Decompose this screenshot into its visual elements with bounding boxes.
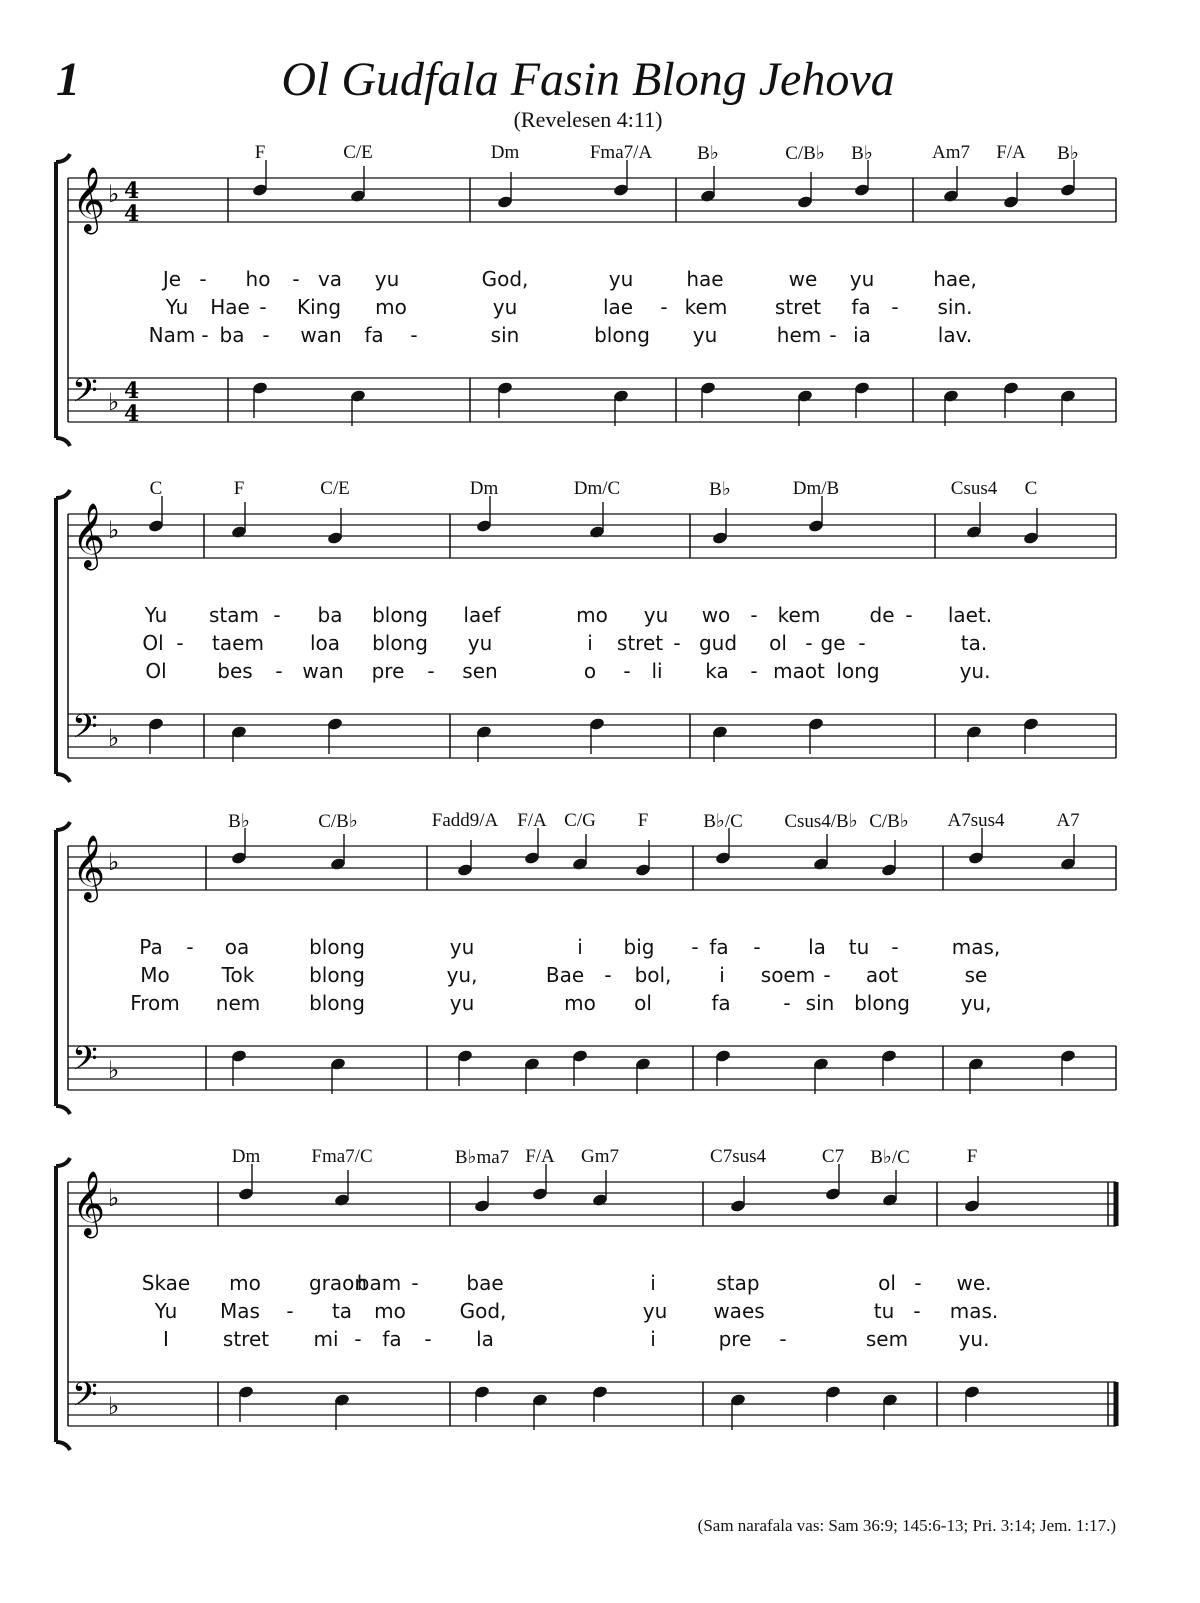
- lyric-syllable: blong: [372, 603, 428, 627]
- lyric-syllable: From: [130, 991, 180, 1015]
- lyric-hyphen: -: [660, 295, 668, 319]
- lyric-hyphen: -: [259, 295, 267, 319]
- lyric-syllable: mo: [374, 1299, 406, 1323]
- lyric-syllable: hae,: [933, 267, 977, 291]
- lyric-syllable: i: [719, 963, 725, 987]
- chord-symbol: F: [233, 478, 245, 499]
- lyric-syllable: yu: [374, 267, 400, 291]
- key-signature-flat-icon: ♭: [108, 1392, 120, 1420]
- lyric-syllable: i: [577, 935, 583, 959]
- chord-symbol: C/G: [564, 810, 596, 831]
- lyric-syllable: Bae: [545, 963, 585, 987]
- chord-symbol: Dm/B: [792, 478, 840, 499]
- lyric-syllable: ba: [317, 603, 343, 627]
- lyric-syllable: we: [788, 267, 818, 291]
- music-system-2: [0, 478, 1200, 788]
- hymn-number: 1: [56, 53, 80, 106]
- staff-notation: [0, 1146, 1200, 1456]
- lyric-syllable: sen: [462, 659, 498, 683]
- lyric-hyphen: -: [891, 935, 899, 959]
- chord-symbol: C: [1024, 478, 1038, 499]
- chord-symbol: Dm/C: [573, 478, 621, 499]
- lyric-syllable: bae: [466, 1271, 504, 1295]
- lyric-syllable: mi: [313, 1327, 339, 1351]
- lyric-syllable: laef: [463, 603, 501, 627]
- chord-symbol: Gm7: [581, 1146, 619, 1167]
- time-signature: 4: [124, 401, 140, 427]
- lyric-syllable: hae: [686, 267, 724, 291]
- lyric-syllable: stret: [616, 631, 664, 655]
- lyric-syllable: i: [650, 1327, 656, 1351]
- chord-symbol: Dm: [469, 478, 499, 499]
- lyric-hyphen: -: [750, 603, 758, 627]
- chord-symbol: C/E: [320, 478, 350, 499]
- lyric-syllable: ol: [634, 991, 652, 1015]
- lyric-hyphen: -: [604, 963, 612, 987]
- lyric-syllable: mas,: [951, 935, 1001, 959]
- lyric-syllable: Skae: [141, 1271, 191, 1295]
- lyric-syllable: laet.: [947, 603, 993, 627]
- lyric-syllable: Je: [162, 267, 182, 291]
- lyric-syllable: yu: [467, 631, 493, 655]
- lyric-hyphen: -: [411, 1271, 419, 1295]
- lyric-syllable: de: [869, 603, 895, 627]
- lyric-hyphen: -: [201, 323, 209, 347]
- lyric-syllable: yu: [642, 1299, 668, 1323]
- lyric-syllable: mas.: [949, 1299, 999, 1323]
- chord-symbol: Dm: [231, 1146, 261, 1167]
- lyric-syllable: Yu: [154, 1299, 178, 1323]
- chord-symbol: B♭/C: [870, 1147, 910, 1168]
- lyric-syllable: yu: [449, 935, 475, 959]
- lyric-syllable: yu,: [960, 991, 992, 1015]
- lyric-syllable: stret: [222, 1327, 270, 1351]
- lyric-hyphen: -: [829, 323, 837, 347]
- lyric-hyphen: -: [779, 1327, 787, 1351]
- chord-symbol: B♭: [228, 811, 250, 832]
- lyric-syllable: kem: [684, 295, 728, 319]
- bass-clef-icon: 𝄢: [72, 372, 98, 418]
- lyric-syllable: sin: [490, 323, 520, 347]
- chord-symbol: C/B♭: [869, 811, 909, 832]
- lyric-syllable: blong: [372, 631, 428, 655]
- hymn-title: Ol Gudfala Fasin Blong Jehova: [281, 53, 895, 106]
- lyric-syllable: stap: [716, 1271, 760, 1295]
- lyric-syllable: o: [583, 659, 597, 683]
- lyric-syllable: yu: [849, 267, 875, 291]
- lyric-syllable: ol: [769, 631, 787, 655]
- treble-clef-icon: 𝄞: [72, 835, 106, 900]
- lyric-syllable: ol: [878, 1271, 896, 1295]
- chord-symbol: F/A: [525, 1146, 555, 1167]
- key-signature-flat-icon: ♭: [108, 388, 120, 416]
- lyric-syllable: Ol: [145, 659, 167, 683]
- lyric-syllable: God,: [459, 1299, 507, 1323]
- lyric-syllable: la: [476, 1327, 494, 1351]
- lyric-syllable: yu.: [958, 1327, 990, 1351]
- lyric-syllable: yu: [449, 991, 475, 1015]
- lyric-syllable: yu,: [446, 963, 478, 987]
- chord-symbol: F: [254, 142, 266, 163]
- lyric-syllable: blong: [854, 991, 910, 1015]
- lyric-syllable: yu: [643, 603, 669, 627]
- lyric-hyphen: -: [176, 631, 184, 655]
- lyric-syllable: Yu: [165, 295, 189, 319]
- lyric-hyphen: -: [292, 267, 300, 291]
- lyric-hyphen: -: [823, 963, 831, 987]
- lyric-hyphen: -: [783, 991, 791, 1015]
- lyric-syllable: Pa: [139, 935, 163, 959]
- lyric-syllable: we.: [956, 1271, 992, 1295]
- lyric-hyphen: -: [691, 935, 699, 959]
- lyric-syllable: ta: [331, 1299, 353, 1323]
- bass-clef-icon: 𝄢: [72, 708, 98, 754]
- lyric-syllable: bol,: [634, 963, 672, 987]
- chord-symbol: Fma7/A: [589, 142, 653, 163]
- lyric-syllable: ta.: [960, 631, 988, 655]
- time-signature: 4: [124, 178, 140, 204]
- lyric-syllable: fa: [382, 1327, 402, 1351]
- chord-symbol: B♭: [709, 479, 731, 500]
- lyric-syllable: nem: [215, 991, 261, 1015]
- staff-notation: [0, 810, 1200, 1120]
- lyric-syllable: kem: [777, 603, 821, 627]
- lyric-syllable: Mas: [220, 1299, 260, 1323]
- lyric-hyphen: -: [273, 603, 281, 627]
- lyric-syllable: gud: [698, 631, 738, 655]
- lyric-syllable: fa: [711, 991, 731, 1015]
- lyric-syllable: ka: [705, 659, 729, 683]
- lyric-syllable: lae: [602, 295, 634, 319]
- lyric-syllable: Yu: [144, 603, 168, 627]
- lyric-syllable: stam: [209, 603, 259, 627]
- key-signature-flat-icon: ♭: [108, 724, 120, 752]
- lyric-syllable: ia: [853, 323, 871, 347]
- chord-symbol: B♭: [1057, 143, 1079, 164]
- time-signature: 4: [124, 201, 140, 227]
- lyric-syllable: long: [836, 659, 880, 683]
- lyric-hyphen: -: [427, 659, 435, 683]
- lyric-syllable: wo: [701, 603, 731, 627]
- chord-symbol: F/A: [996, 142, 1026, 163]
- lyric-syllable: Hae: [210, 295, 250, 319]
- lyric-hyphen: -: [914, 1271, 922, 1295]
- lyric-syllable: fa: [851, 295, 871, 319]
- lyric-syllable: yu: [492, 295, 518, 319]
- lyric-hyphen: -: [891, 295, 899, 319]
- lyric-syllable: mo: [564, 991, 596, 1015]
- lyric-syllable: Ol: [142, 631, 164, 655]
- chord-symbol: Am7: [932, 142, 970, 163]
- lyric-syllable: graon: [308, 1271, 368, 1295]
- chord-symbol: Csus4: [950, 478, 998, 499]
- scripture-reference: (Revelesen 4:11): [513, 107, 663, 132]
- lyric-hyphen: -: [199, 267, 207, 291]
- lyric-syllable: ge: [820, 631, 846, 655]
- chord-symbol: B♭: [697, 143, 719, 164]
- lyric-syllable: mo: [375, 295, 407, 319]
- chord-symbol: Csus4/B♭: [784, 811, 858, 832]
- lyric-hyphen: -: [262, 323, 270, 347]
- lyric-syllable: fa: [709, 935, 729, 959]
- lyric-syllable: wan: [302, 659, 344, 683]
- lyric-syllable: stret: [774, 295, 822, 319]
- lyric-syllable: pre: [371, 659, 405, 683]
- lyric-syllable: blong: [309, 963, 365, 987]
- lyric-syllable: yu.: [959, 659, 991, 683]
- lyric-hyphen: -: [858, 631, 866, 655]
- lyric-syllable: fa: [364, 323, 384, 347]
- lyric-hyphen: -: [354, 1327, 362, 1351]
- bass-clef-icon: 𝄢: [72, 1040, 98, 1086]
- lyric-hyphen: -: [905, 603, 913, 627]
- key-signature-flat-icon: ♭: [108, 1056, 120, 1084]
- lyric-syllable: la: [808, 935, 826, 959]
- lyric-syllable: va: [317, 267, 343, 291]
- lyric-syllable: tu: [848, 935, 870, 959]
- lyric-syllable: taem: [212, 631, 264, 655]
- lyric-syllable: yu: [608, 267, 634, 291]
- lyric-syllable: God,: [481, 267, 529, 291]
- lyric-syllable: bam: [356, 1271, 402, 1295]
- treble-clef-icon: 𝄞: [72, 503, 106, 568]
- lyric-hyphen: -: [913, 1299, 921, 1323]
- lyric-syllable: i: [650, 1271, 656, 1295]
- treble-clef-icon: 𝄞: [72, 1171, 106, 1236]
- chord-symbol: C/B♭: [785, 143, 825, 164]
- lyric-syllable: waes: [713, 1299, 765, 1323]
- lyric-syllable: aot: [865, 963, 899, 987]
- lyric-hyphen: -: [805, 631, 813, 655]
- chord-symbol: A7: [1056, 810, 1080, 831]
- lyric-syllable: Mo: [140, 963, 170, 987]
- chord-symbol: A7sus4: [947, 810, 1005, 831]
- chord-symbol: Fadd9/A: [431, 810, 499, 831]
- cross-references: (Sam narafala vas: Sam 36:9; 145:6-13; Pri. 3:14; Jem. 1:17.): [697, 1516, 1116, 1535]
- chord-symbol: C7sus4: [710, 1146, 766, 1167]
- lyric-syllable: i: [587, 631, 593, 655]
- chord-symbol: C/E: [343, 142, 373, 163]
- lyric-syllable: ho: [245, 267, 271, 291]
- lyric-syllable: bes: [217, 659, 253, 683]
- chord-symbol: C/B♭: [318, 811, 358, 832]
- chord-symbol: B♭/C: [703, 811, 743, 832]
- chord-symbol: C7: [821, 1146, 845, 1167]
- lyric-syllable: blong: [594, 323, 650, 347]
- chord-symbol: F/A: [517, 810, 547, 831]
- key-signature-flat-icon: ♭: [108, 180, 120, 208]
- lyric-syllable: sin: [805, 991, 835, 1015]
- lyric-syllable: hem: [776, 323, 822, 347]
- lyric-syllable: blong: [309, 991, 365, 1015]
- lyric-syllable: mo: [229, 1271, 261, 1295]
- lyric-syllable: yu: [692, 323, 718, 347]
- music-system-4: [0, 1146, 1200, 1456]
- treble-clef-icon: 𝄞: [72, 167, 106, 232]
- lyric-hyphen: -: [410, 323, 418, 347]
- key-signature-flat-icon: ♭: [108, 516, 120, 544]
- lyric-syllable: big: [623, 935, 655, 959]
- chord-symbol: Fma7/C: [311, 1146, 373, 1167]
- lyric-syllable: Tok: [221, 963, 255, 987]
- lyric-syllable: loa: [309, 631, 341, 655]
- lyric-hyphen: -: [753, 935, 761, 959]
- lyric-syllable: ba: [219, 323, 245, 347]
- lyric-syllable: se: [964, 963, 988, 987]
- chord-symbol: F: [637, 810, 649, 831]
- lyric-syllable: mo: [576, 603, 608, 627]
- lyric-syllable: sin.: [937, 295, 973, 319]
- lyric-syllable: blong: [309, 935, 365, 959]
- lyric-syllable: maot: [773, 659, 825, 683]
- chord-symbol: B♭ma7: [454, 1147, 510, 1168]
- lyric-syllable: lav.: [937, 323, 973, 347]
- lyric-syllable: I: [163, 1327, 169, 1351]
- lyric-syllable: wan: [300, 323, 342, 347]
- lyric-syllable: pre: [718, 1327, 752, 1351]
- chord-symbol: B♭: [851, 143, 873, 164]
- key-signature-flat-icon: ♭: [108, 848, 120, 876]
- bass-clef-icon: 𝄢: [72, 1376, 98, 1422]
- lyric-syllable: King: [296, 295, 342, 319]
- lyric-hyphen: -: [750, 659, 758, 683]
- chord-symbol: F: [966, 1146, 978, 1167]
- key-signature-flat-icon: ♭: [108, 1184, 120, 1212]
- chord-symbol: Dm: [490, 142, 520, 163]
- lyric-hyphen: -: [623, 659, 631, 683]
- lyric-hyphen: -: [673, 631, 681, 655]
- time-signature: 4: [124, 378, 140, 404]
- music-system-1: [0, 142, 1200, 452]
- music-system-3: [0, 810, 1200, 1120]
- lyric-syllable: li: [651, 659, 663, 683]
- lyric-syllable: tu: [873, 1299, 895, 1323]
- lyric-hyphen: -: [186, 935, 194, 959]
- lyric-syllable: soem: [760, 963, 816, 987]
- lyric-hyphen: -: [286, 1299, 294, 1323]
- lyric-syllable: Nam: [148, 323, 196, 347]
- chord-symbol: C: [149, 478, 163, 499]
- lyric-hyphen: -: [275, 659, 283, 683]
- lyric-hyphen: -: [424, 1327, 432, 1351]
- lyric-syllable: oa: [224, 935, 250, 959]
- lyric-syllable: sem: [865, 1327, 909, 1351]
